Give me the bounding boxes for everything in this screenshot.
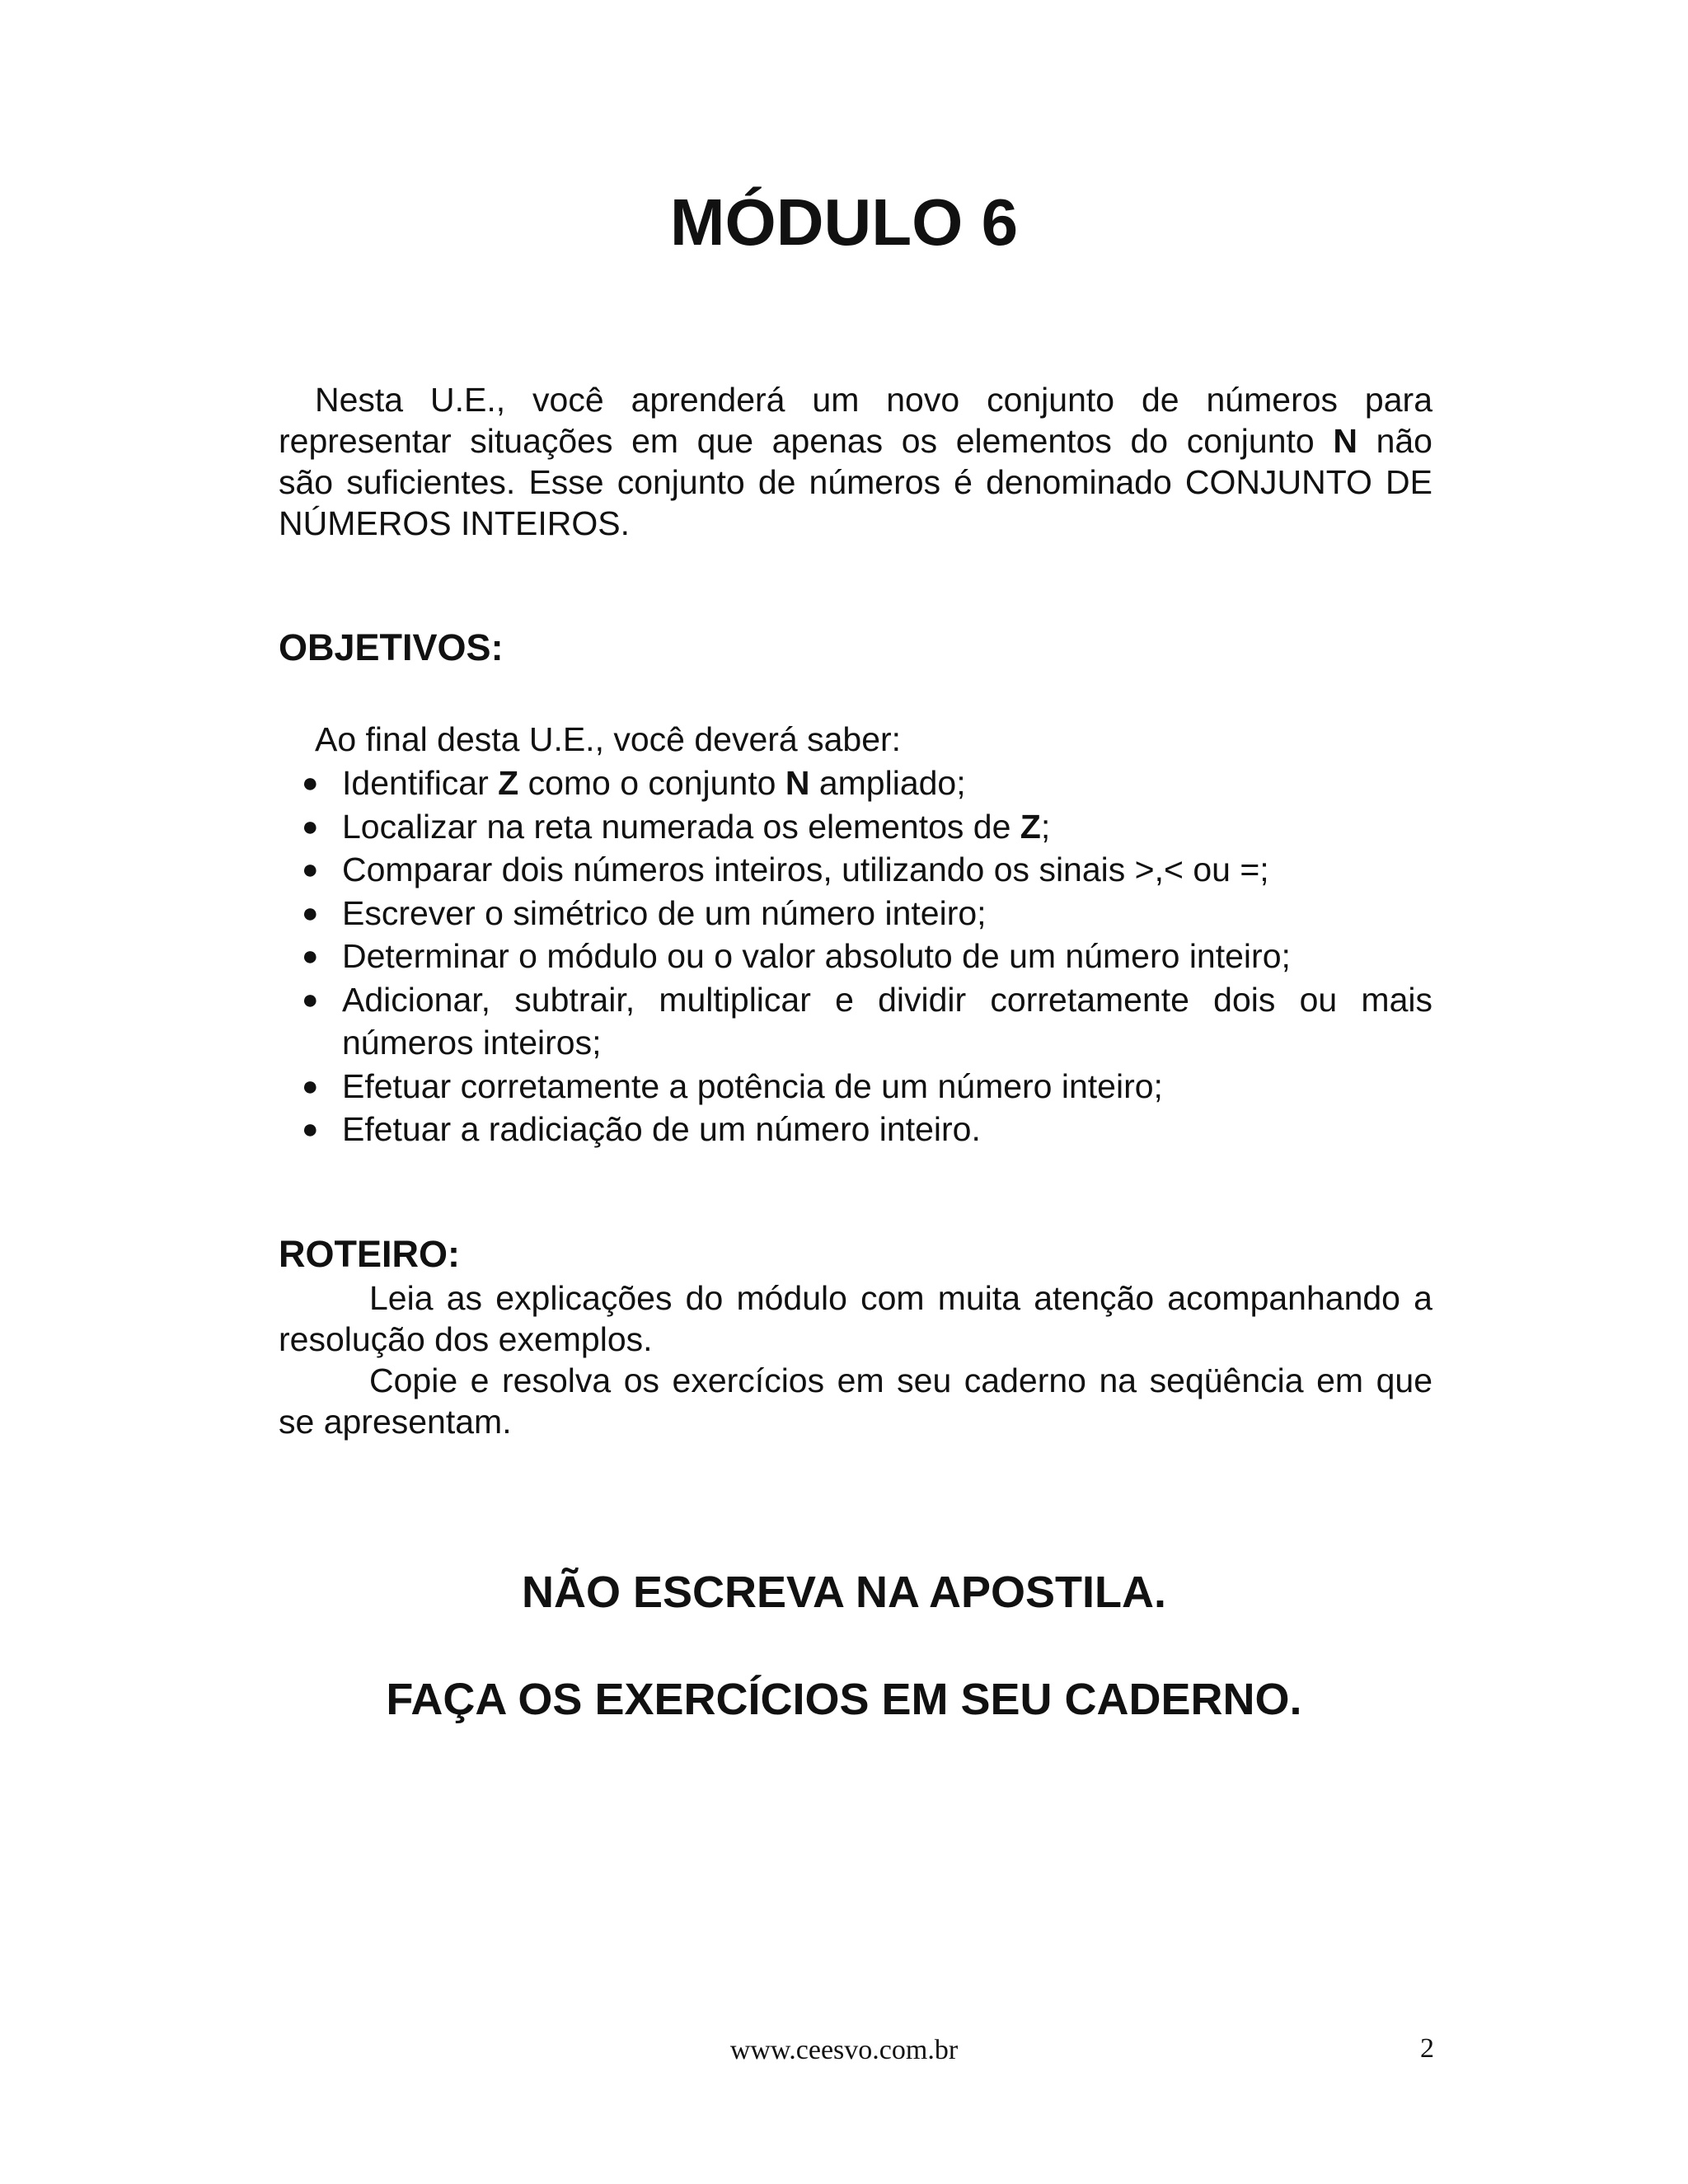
intro-line-1: Nesta U.E., você aprenderá um novo conjunto de números para <box>315 381 1432 419</box>
item-text: Efetuar a radiciação de um número inteiro. <box>342 1110 981 1148</box>
intro-line-2-before: representar situações em que apenas os elementos do conjunto <box>279 422 1315 460</box>
bullet-icon: ● <box>302 767 319 799</box>
item-text: Efetuar corretamente a potência de um número inteiro; <box>342 1066 1163 1105</box>
item-text: ampliado; <box>809 764 966 802</box>
intro-paragraph <box>279 379 1432 544</box>
list-item <box>279 1065 1432 1108</box>
item-text: ; <box>1040 807 1051 846</box>
roteiro-paragraph: Leia as explicações do módulo com muita atenção acompanhando a resolução dos exemplos. <box>279 1279 1432 1358</box>
item-text: Determinar o módulo ou o valor absoluto de um número inteiro; <box>342 937 1291 975</box>
list-item <box>279 978 1432 1065</box>
bullet-icon: ● <box>302 810 319 842</box>
item-bold: Z <box>1020 807 1041 846</box>
bullet-icon: ● <box>302 854 319 885</box>
objetivos-lead: Ao final desta U.E., você deverá saber: <box>315 720 902 758</box>
item-bold: N <box>785 764 810 802</box>
list-item <box>279 805 1432 849</box>
bullet-icon: ● <box>302 1070 319 1102</box>
item-text: Escrever o simétrico de um número inteiro; <box>342 893 987 932</box>
list-item <box>279 762 1432 805</box>
roteiro-body <box>279 1277 1432 1442</box>
item-text: como o conjunto <box>518 764 785 802</box>
item-text: Adicionar, subtrair, multiplicar e dividir corretamente dois ou mais números inteiros; <box>342 980 1432 1062</box>
bullet-icon: ● <box>302 940 319 972</box>
notice-use-notebook: FAÇA OS EXERCÍCIOS EM SEU CADERNO. <box>386 1675 1302 1724</box>
page-title: MÓDULO 6 <box>669 185 1019 259</box>
roteiro-paragraph: Copie e resolva os exercícios em seu caderno na seqüência em que se apresentam. <box>279 1361 1432 1441</box>
intro-line-2-after: não <box>1376 422 1432 460</box>
page-number: 2 <box>1420 2033 1434 2064</box>
bullet-icon: ● <box>302 1113 319 1145</box>
roteiro-heading: ROTEIRO: <box>279 1233 460 1275</box>
item-text: Localizar na reta numerada os elementos de <box>342 807 1020 846</box>
objetivos-list <box>279 762 1432 1151</box>
item-text: Identificar <box>342 764 499 802</box>
objetivos-heading: OBJETIVOS: <box>279 626 504 668</box>
list-item <box>279 892 1432 935</box>
footer-url: www.ceesvo.com.br <box>729 2035 959 2065</box>
list-item <box>279 848 1432 892</box>
bullet-icon: ● <box>302 983 319 1015</box>
notice-no-writing: NÃO ESCREVA NA APOSTILA. <box>521 1568 1167 1617</box>
item-bold: Z <box>498 764 519 802</box>
item-text: Comparar dois números inteiros, utilizando os sinais >,< ou =; <box>342 851 1269 888</box>
intro-set-n: N <box>1333 422 1357 460</box>
bullet-icon: ● <box>302 897 319 929</box>
intro-line-2 <box>279 420 1432 462</box>
list-item <box>279 1108 1432 1151</box>
list-item <box>279 935 1432 978</box>
intro-rest: são suficientes. Esse conjunto de números é denominado CONJUNTO DE NÚMEROS INTEIROS. <box>279 463 1432 542</box>
